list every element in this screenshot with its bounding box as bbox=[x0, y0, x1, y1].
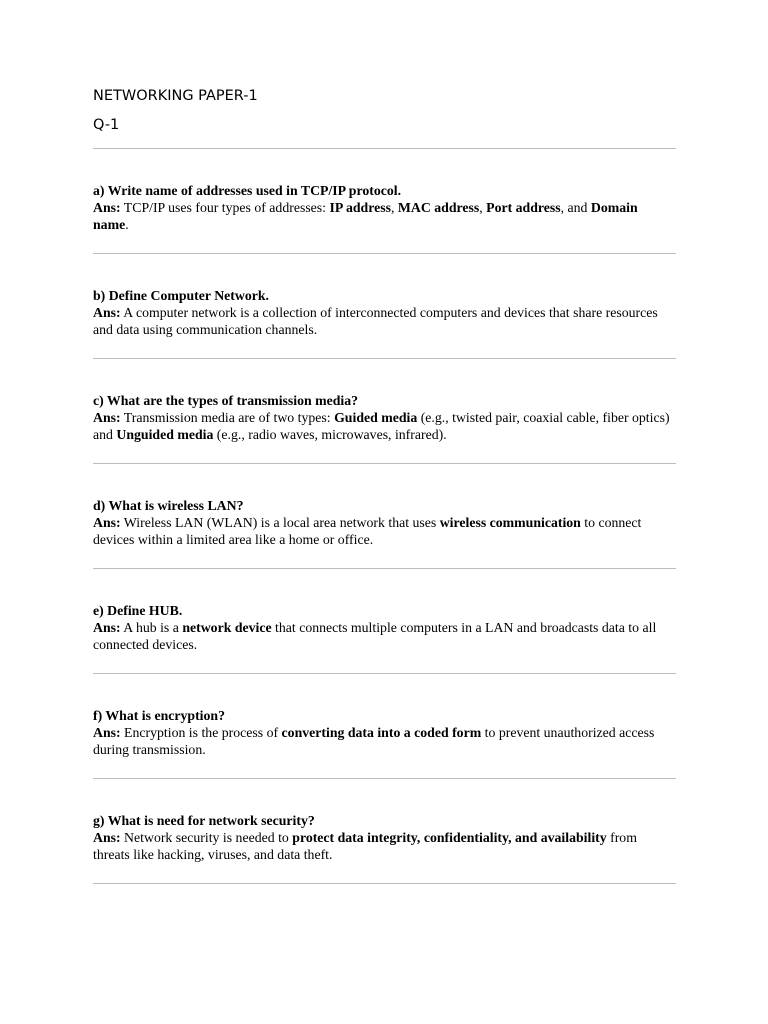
question-text: f) What is encryption? bbox=[93, 708, 225, 723]
question-text: c) What are the types of transmission media? bbox=[93, 393, 359, 408]
question-text: g) What is need for network security? bbox=[93, 813, 315, 828]
answer-segment: from threats like hacking, viruses, and data theft. bbox=[93, 830, 637, 862]
answer-text bbox=[93, 199, 676, 233]
answer-emphasis: wireless communication bbox=[439, 515, 581, 530]
answer-segment: . bbox=[125, 217, 129, 232]
answer-segment: , and bbox=[560, 200, 591, 215]
answer-text bbox=[93, 619, 676, 653]
answer-emphasis: Guided media bbox=[334, 410, 418, 425]
answer-text bbox=[93, 724, 676, 758]
answer-emphasis: protect data integrity, confidentiality, and availability bbox=[292, 830, 607, 845]
question-text: d) What is wireless LAN? bbox=[93, 498, 244, 513]
answer-segment: Wireless LAN (WLAN) is a local area network that uses bbox=[120, 515, 440, 530]
answer-emphasis: converting data into a coded form bbox=[281, 725, 482, 740]
answer-segment: (e.g., twisted pair, coaxial cable, fiber optics) and bbox=[93, 410, 670, 442]
answer-label: Ans: bbox=[93, 725, 121, 740]
qa-list bbox=[93, 149, 676, 884]
divider bbox=[93, 883, 676, 884]
answer-label: Ans: bbox=[93, 410, 121, 425]
answer-text bbox=[93, 514, 676, 548]
answer-label: Ans: bbox=[93, 200, 121, 215]
qa-item bbox=[93, 674, 676, 779]
answer-label: Ans: bbox=[93, 830, 121, 845]
document-page bbox=[93, 86, 676, 884]
answer-label: Ans: bbox=[93, 305, 121, 320]
qa-item bbox=[93, 464, 676, 569]
answer-segment: to prevent unauthorized access during transmission. bbox=[93, 725, 655, 757]
answer-emphasis: Unguided media bbox=[116, 427, 214, 442]
qa-item bbox=[93, 359, 676, 464]
answer-segment: TCP/IP uses four types of addresses: bbox=[120, 200, 330, 215]
answer-segment: A computer network is a collection of interconnected computers and devices that share resources and data using communication channels. bbox=[93, 305, 658, 337]
qa-item bbox=[93, 779, 676, 884]
answer-segment: Transmission media are of two types: bbox=[120, 410, 335, 425]
answer-text bbox=[93, 829, 676, 863]
question-text: e) Define HUB. bbox=[93, 603, 183, 618]
answer-segment: (e.g., radio waves, microwaves, infrared). bbox=[213, 427, 447, 442]
question-text: a) Write name of addresses used in TCP/IP protocol. bbox=[93, 183, 402, 198]
qa-item bbox=[93, 254, 676, 359]
answer-segment: , bbox=[479, 200, 487, 215]
qa-item bbox=[93, 569, 676, 674]
document-subtitle: Q-1 bbox=[93, 117, 120, 133]
answer-segment: Encryption is the process of bbox=[120, 725, 282, 740]
answer-emphasis: Domain name bbox=[93, 200, 638, 232]
answer-emphasis: network device bbox=[182, 620, 272, 635]
answer-text bbox=[93, 304, 676, 338]
answer-emphasis: Port address bbox=[486, 200, 561, 215]
answer-emphasis: MAC address bbox=[397, 200, 480, 215]
question-text: b) Define Computer Network. bbox=[93, 288, 270, 303]
answer-label: Ans: bbox=[93, 620, 121, 635]
qa-item bbox=[93, 149, 676, 254]
answer-segment: Network security is needed to bbox=[120, 830, 293, 845]
answer-segment: A hub is a bbox=[120, 620, 183, 635]
answer-segment: , bbox=[390, 200, 398, 215]
answer-text bbox=[93, 409, 676, 443]
answer-label: Ans: bbox=[93, 515, 121, 530]
answer-emphasis: IP address bbox=[329, 200, 391, 215]
document-title: NETWORKING PAPER-1 bbox=[93, 88, 258, 104]
answer-segment: to connect devices within a limited area like a home or office. bbox=[93, 515, 642, 547]
answer-segment: that connects multiple computers in a LAN and broadcasts data to all connected devices. bbox=[93, 620, 657, 652]
